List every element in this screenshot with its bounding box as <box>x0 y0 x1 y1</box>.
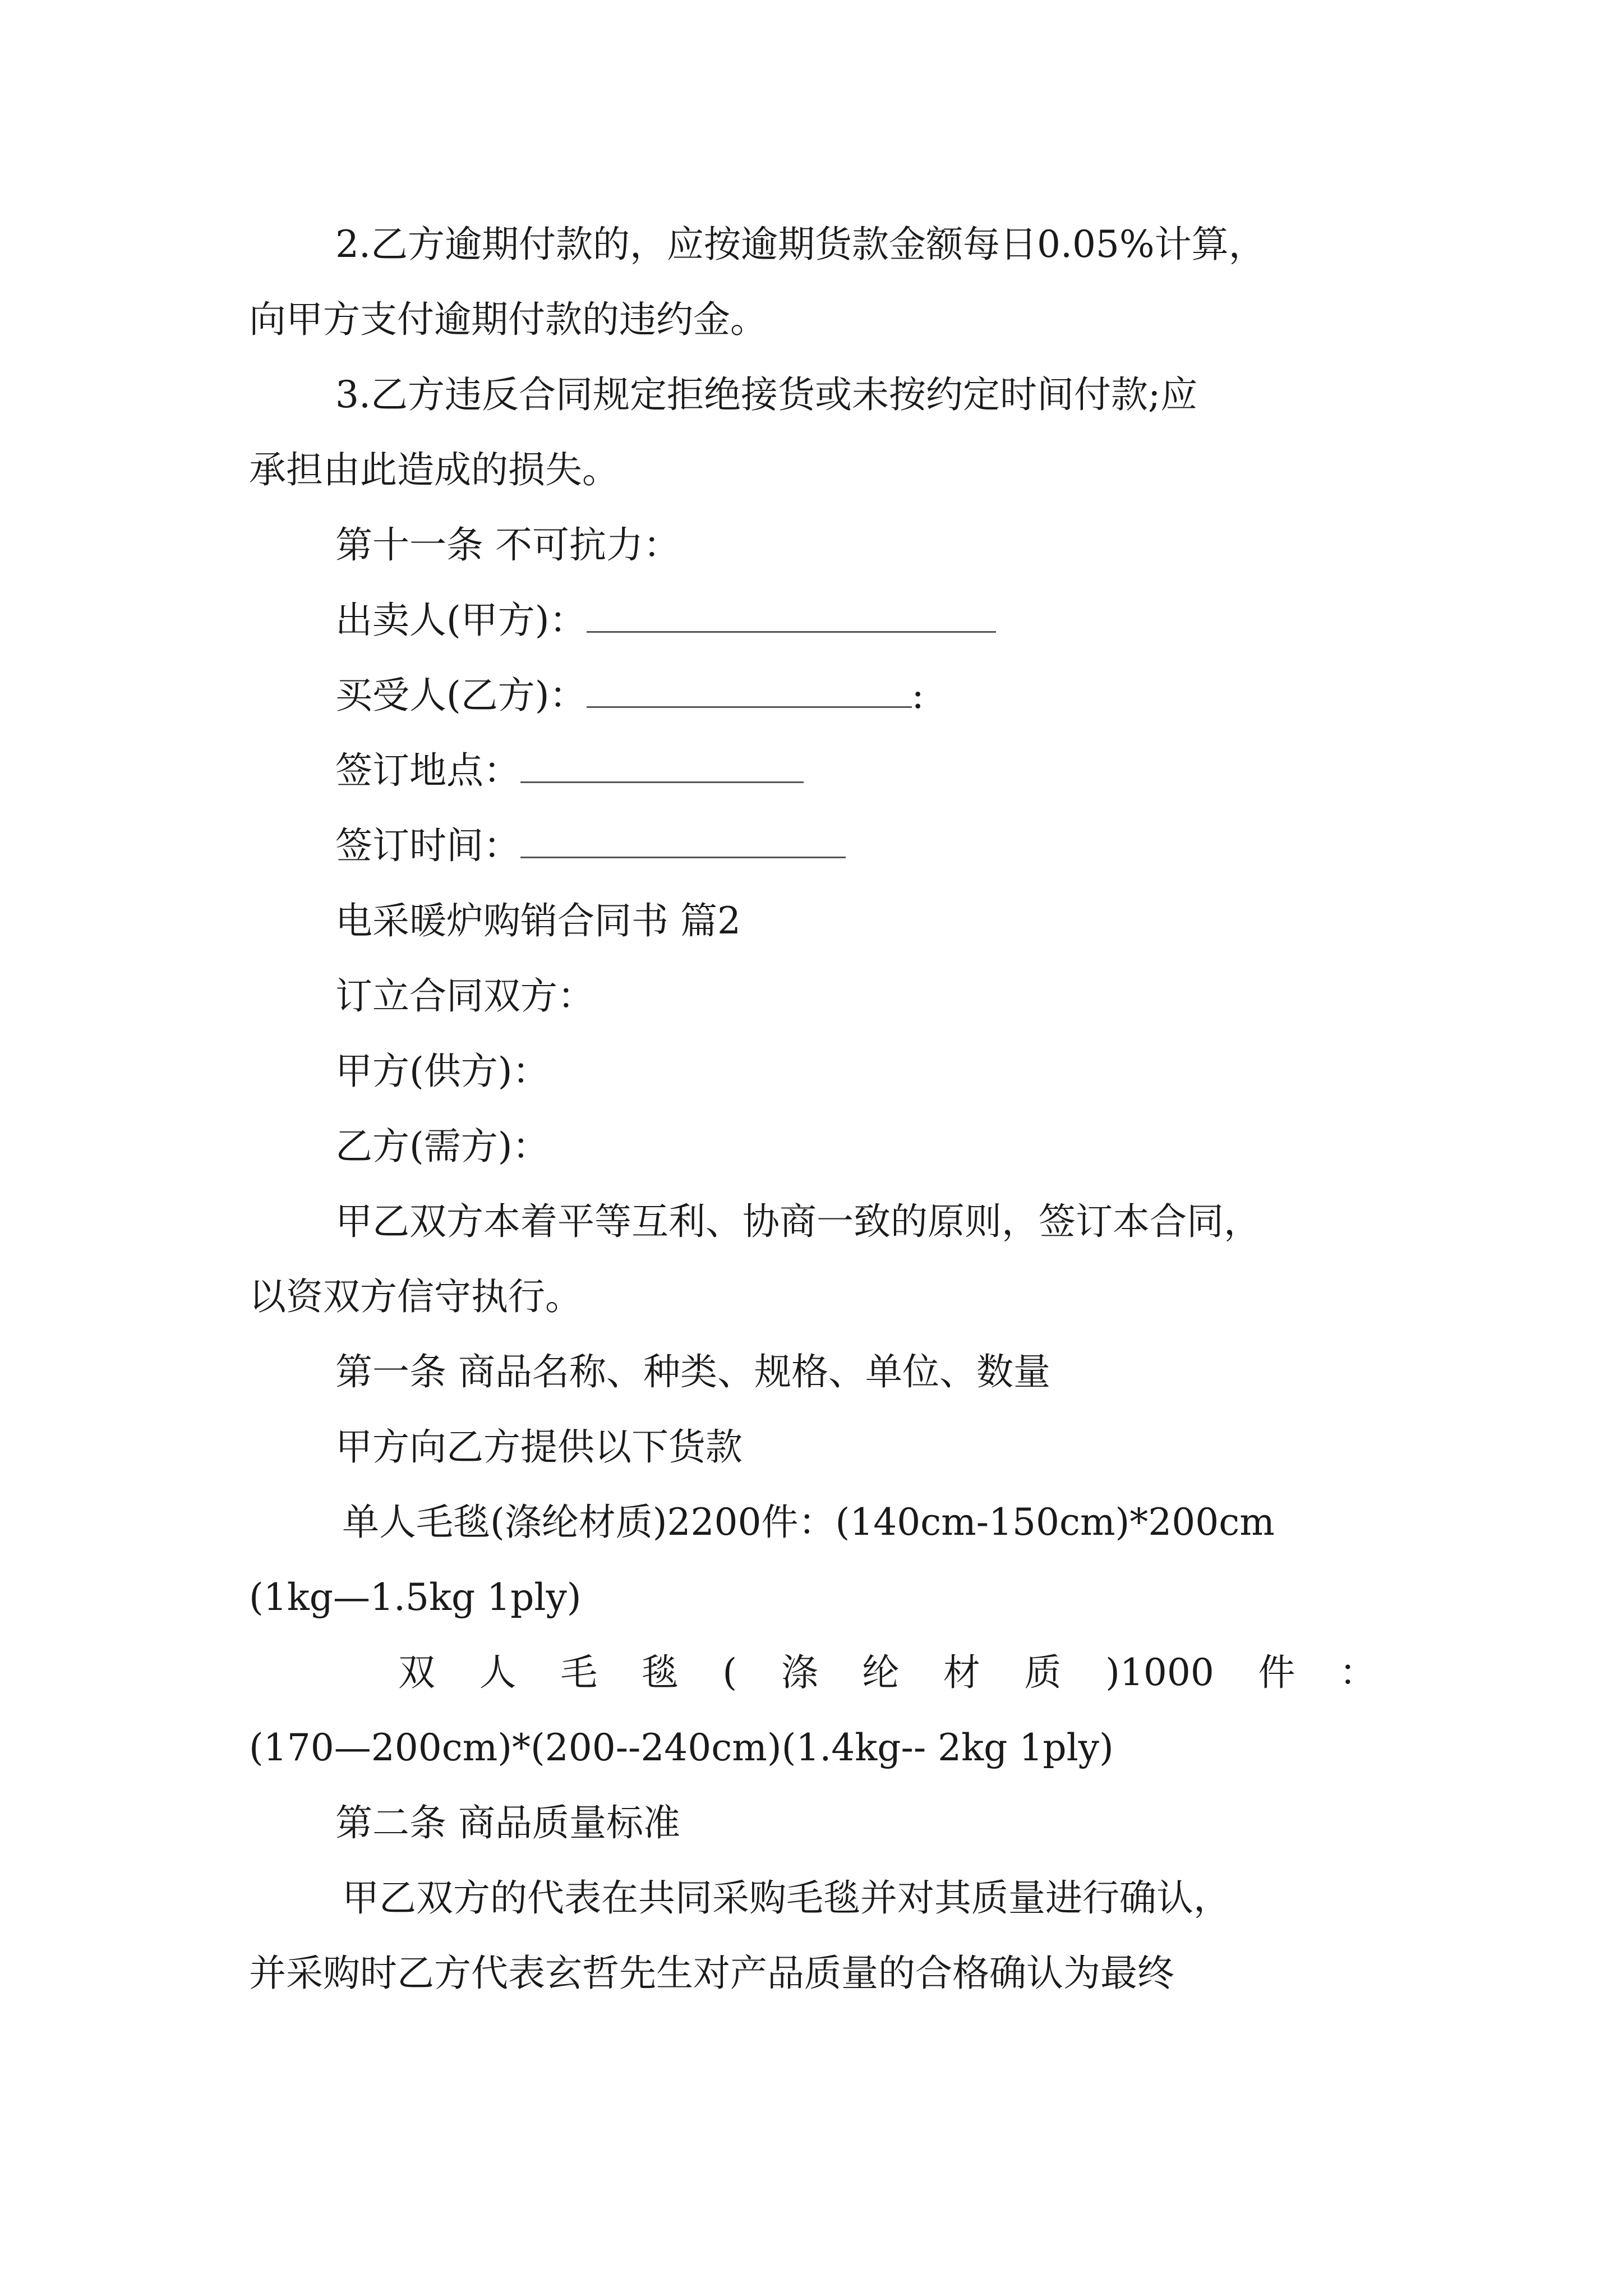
item-2-char: 质 <box>1024 1651 1062 1694</box>
article-1-heading: 第一条 商品名称、种类、规格、单位、数量 <box>335 1350 1050 1393</box>
buyer-label: 买受人(乙方)： <box>335 674 587 717</box>
clause-3-line-1: 3.乙方违反合同规定拒绝接货或未按约定时间付款;应 <box>335 373 1198 416</box>
item-2-char: ： <box>1339 1651 1376 1694</box>
contract-parties: 订立合同双方： <box>335 974 594 1018</box>
party-a: 甲方(供方)： <box>335 1050 550 1093</box>
clause-3-line-2: 承担由此造成的损失。 <box>249 448 619 491</box>
item-2-line-1 <box>398 1650 1376 1695</box>
item-2-char: )1000 <box>1105 1651 1214 1694</box>
item-2-char: 纶 <box>862 1651 900 1694</box>
article-2-heading: 第二条 商品质量标准 <box>335 1801 680 1844</box>
seller-label: 出卖人(甲方)： <box>335 599 587 642</box>
item-2-line-2: (170—200cm)*(200--240cm)(1.4kg-- 2kg 1ply) <box>249 1726 1114 1769</box>
sign-place-label: 签订地点： <box>335 749 520 792</box>
item-1-line-1: 单人毛毯(涤纶材质)2200件：(140cm-150cm)*200cm <box>342 1501 1275 1544</box>
item-2-char: 人 <box>479 1651 517 1694</box>
seller-blank <box>587 600 996 633</box>
provide-goods: 甲方向乙方提供以下货款 <box>335 1425 743 1469</box>
item-2-char: 双 <box>398 1651 435 1694</box>
item-2-char: 涤 <box>781 1651 818 1694</box>
clause-2-line-2: 向甲方支付逾期付款的违约金。 <box>249 298 767 341</box>
party-b: 乙方(需方)： <box>335 1125 550 1168</box>
item-2-char: 毛 <box>560 1651 598 1694</box>
item-2-char: ( <box>722 1651 737 1694</box>
item-2-char: 毯 <box>641 1651 679 1694</box>
sign-time-blank <box>520 825 846 858</box>
quality-line-2: 并采购时乙方代表玄哲先生对产品质量的合格确认为最终 <box>249 1952 1174 1995</box>
buyer-blank <box>587 675 912 708</box>
section-title: 电采暖炉购销合同书 篇2 <box>335 899 741 942</box>
principle-line-1: 甲乙双方本着平等互利、协商一致的原则，签订本合同， <box>335 1200 1261 1243</box>
buyer-signature-line <box>335 673 924 718</box>
quality-line-1: 甲乙双方的代表在共同采购毛毯并对其质量进行确认， <box>342 1876 1230 1920</box>
sign-place-blank <box>520 750 804 783</box>
sign-time-line <box>335 823 846 868</box>
buyer-suffix: : <box>911 674 924 717</box>
item-2-char: 件 <box>1258 1651 1295 1694</box>
item-2-char: 材 <box>943 1651 980 1694</box>
seller-signature-line <box>335 598 996 643</box>
sign-place-line <box>335 748 804 793</box>
article-11-heading: 第十一条 不可抗力： <box>335 523 680 567</box>
item-1-line-2: (1kg—1.5kg 1ply) <box>249 1576 582 1619</box>
sign-time-label: 签订时间： <box>335 824 520 867</box>
clause-2-line-1: 2.乙方逾期付款的，应按逾期货款金额每日0.05%计算， <box>335 223 1266 266</box>
principle-line-2: 以资双方信守执行。 <box>249 1275 582 1318</box>
